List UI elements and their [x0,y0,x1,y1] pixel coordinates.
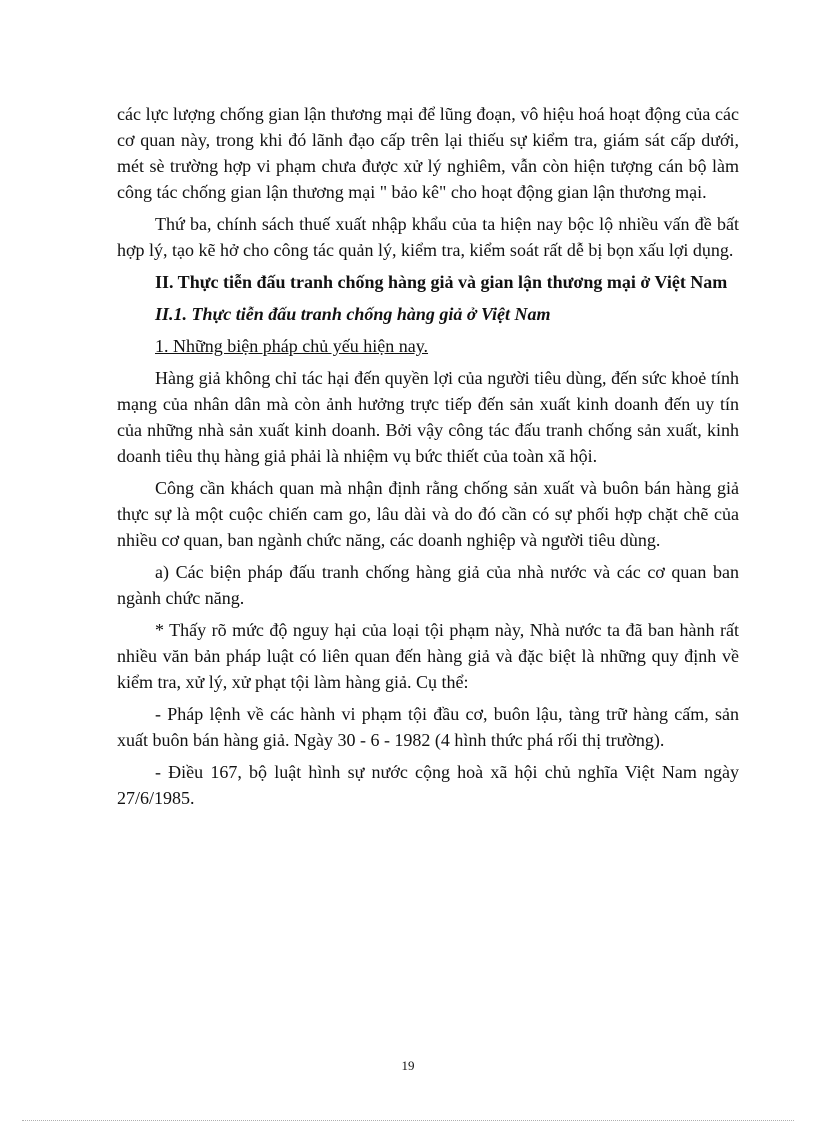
numbered-heading [117,333,739,359]
numbered-heading-text: 1. Những biện pháp chủ yếu hiện nay. [155,336,429,356]
section-heading: II. Thực tiễn đấu tranh chống hàng giả và gian lận thương mại ở Việt Nam [155,272,728,292]
paragraph-continuation: các lực lượng chống gian lận thương mại để lũng đoạn, vô hiệu hoá hoạt động của các cơ quan này, trong khi đó lãnh đạo cấp trên lại thiếu sự kiểm tra, giám sát cấp dưới, mét sè trường hợp vi phạm chưa được xử lý nghiêm, vẫn còn hiện tượng cán bộ làm công tác chống gian lận thương mại " bảo kê" cho hoạt động gian lận thương mại. [117,104,739,202]
paragraph-legal-documents: * Thấy rõ mức độ nguy hại của loại tội phạm này, Nhà nước ta đã ban hành rất nhiều văn bản pháp luật có liên quan đến hàng giả và đặc biệt là những quy định về kiểm tra, xử lý, xử phạt tội làm hàng giả. Cụ thể: [117,620,739,692]
paragraph-cooperation: Công cần khách quan mà nhận định rằng chống sản xuất và buôn bán hàng giả thực sự là một cuộc chiến cam go, lâu dài và do đó cần có sự phối hợp chặt chẽ của nhiều cơ quan, ban ngành chức năng, các doanh nghiệp và người tiêu dùng. [117,478,739,550]
paragraph-tax-policy: Thứ ba, chính sách thuế xuất nhập khẩu của ta hiện nay bộc lộ nhiều vấn đề bất hợp lý, tạo kẽ hở cho công tác quản lý, kiểm tra, kiểm soát rất dễ bị bọn xấu lợi dụng. [117,214,739,260]
paragraph-article-167: - Điều 167, bộ luật hình sự nước cộng hoà xã hội chủ nghĩa Việt Nam ngày 27/6/1985. [117,762,739,808]
subsection-heading: II.1. Thực tiễn đấu tranh chống hàng giả ở Việt Nam [155,304,551,324]
paragraph-state-measures: a) Các biện pháp đấu tranh chống hàng giả của nhà nước và các cơ quan ban ngành chức năng. [117,562,739,608]
paragraph-ordinance: - Pháp lệnh về các hành vi phạm tội đầu cơ, buôn lậu, tàng trữ hàng cấm, sản xuất buôn bán hàng giả. Ngày 30 - 6 - 1982 (4 hình thức phá rối thị trường). [117,704,739,750]
page-number: 19 [401,1058,415,1073]
paragraph-counterfeit-harm: Hàng giả không chỉ tác hại đến quyền lợi của người tiêu dùng, đến sức khoẻ tính mạng của nhân dân mà còn ảnh hưởng trực tiếp đến sản xuất kinh doanh đến uy tín của những nhà sản xuất kinh doanh. Bởi vậy công tác đấu tranh chống sản xuất, kinh doanh tiêu thụ hàng giả phải là nhiệm vụ bức thiết của toàn xã hội. [117,368,739,466]
page-bottom-divider [22,1120,794,1121]
page-body [117,101,739,817]
